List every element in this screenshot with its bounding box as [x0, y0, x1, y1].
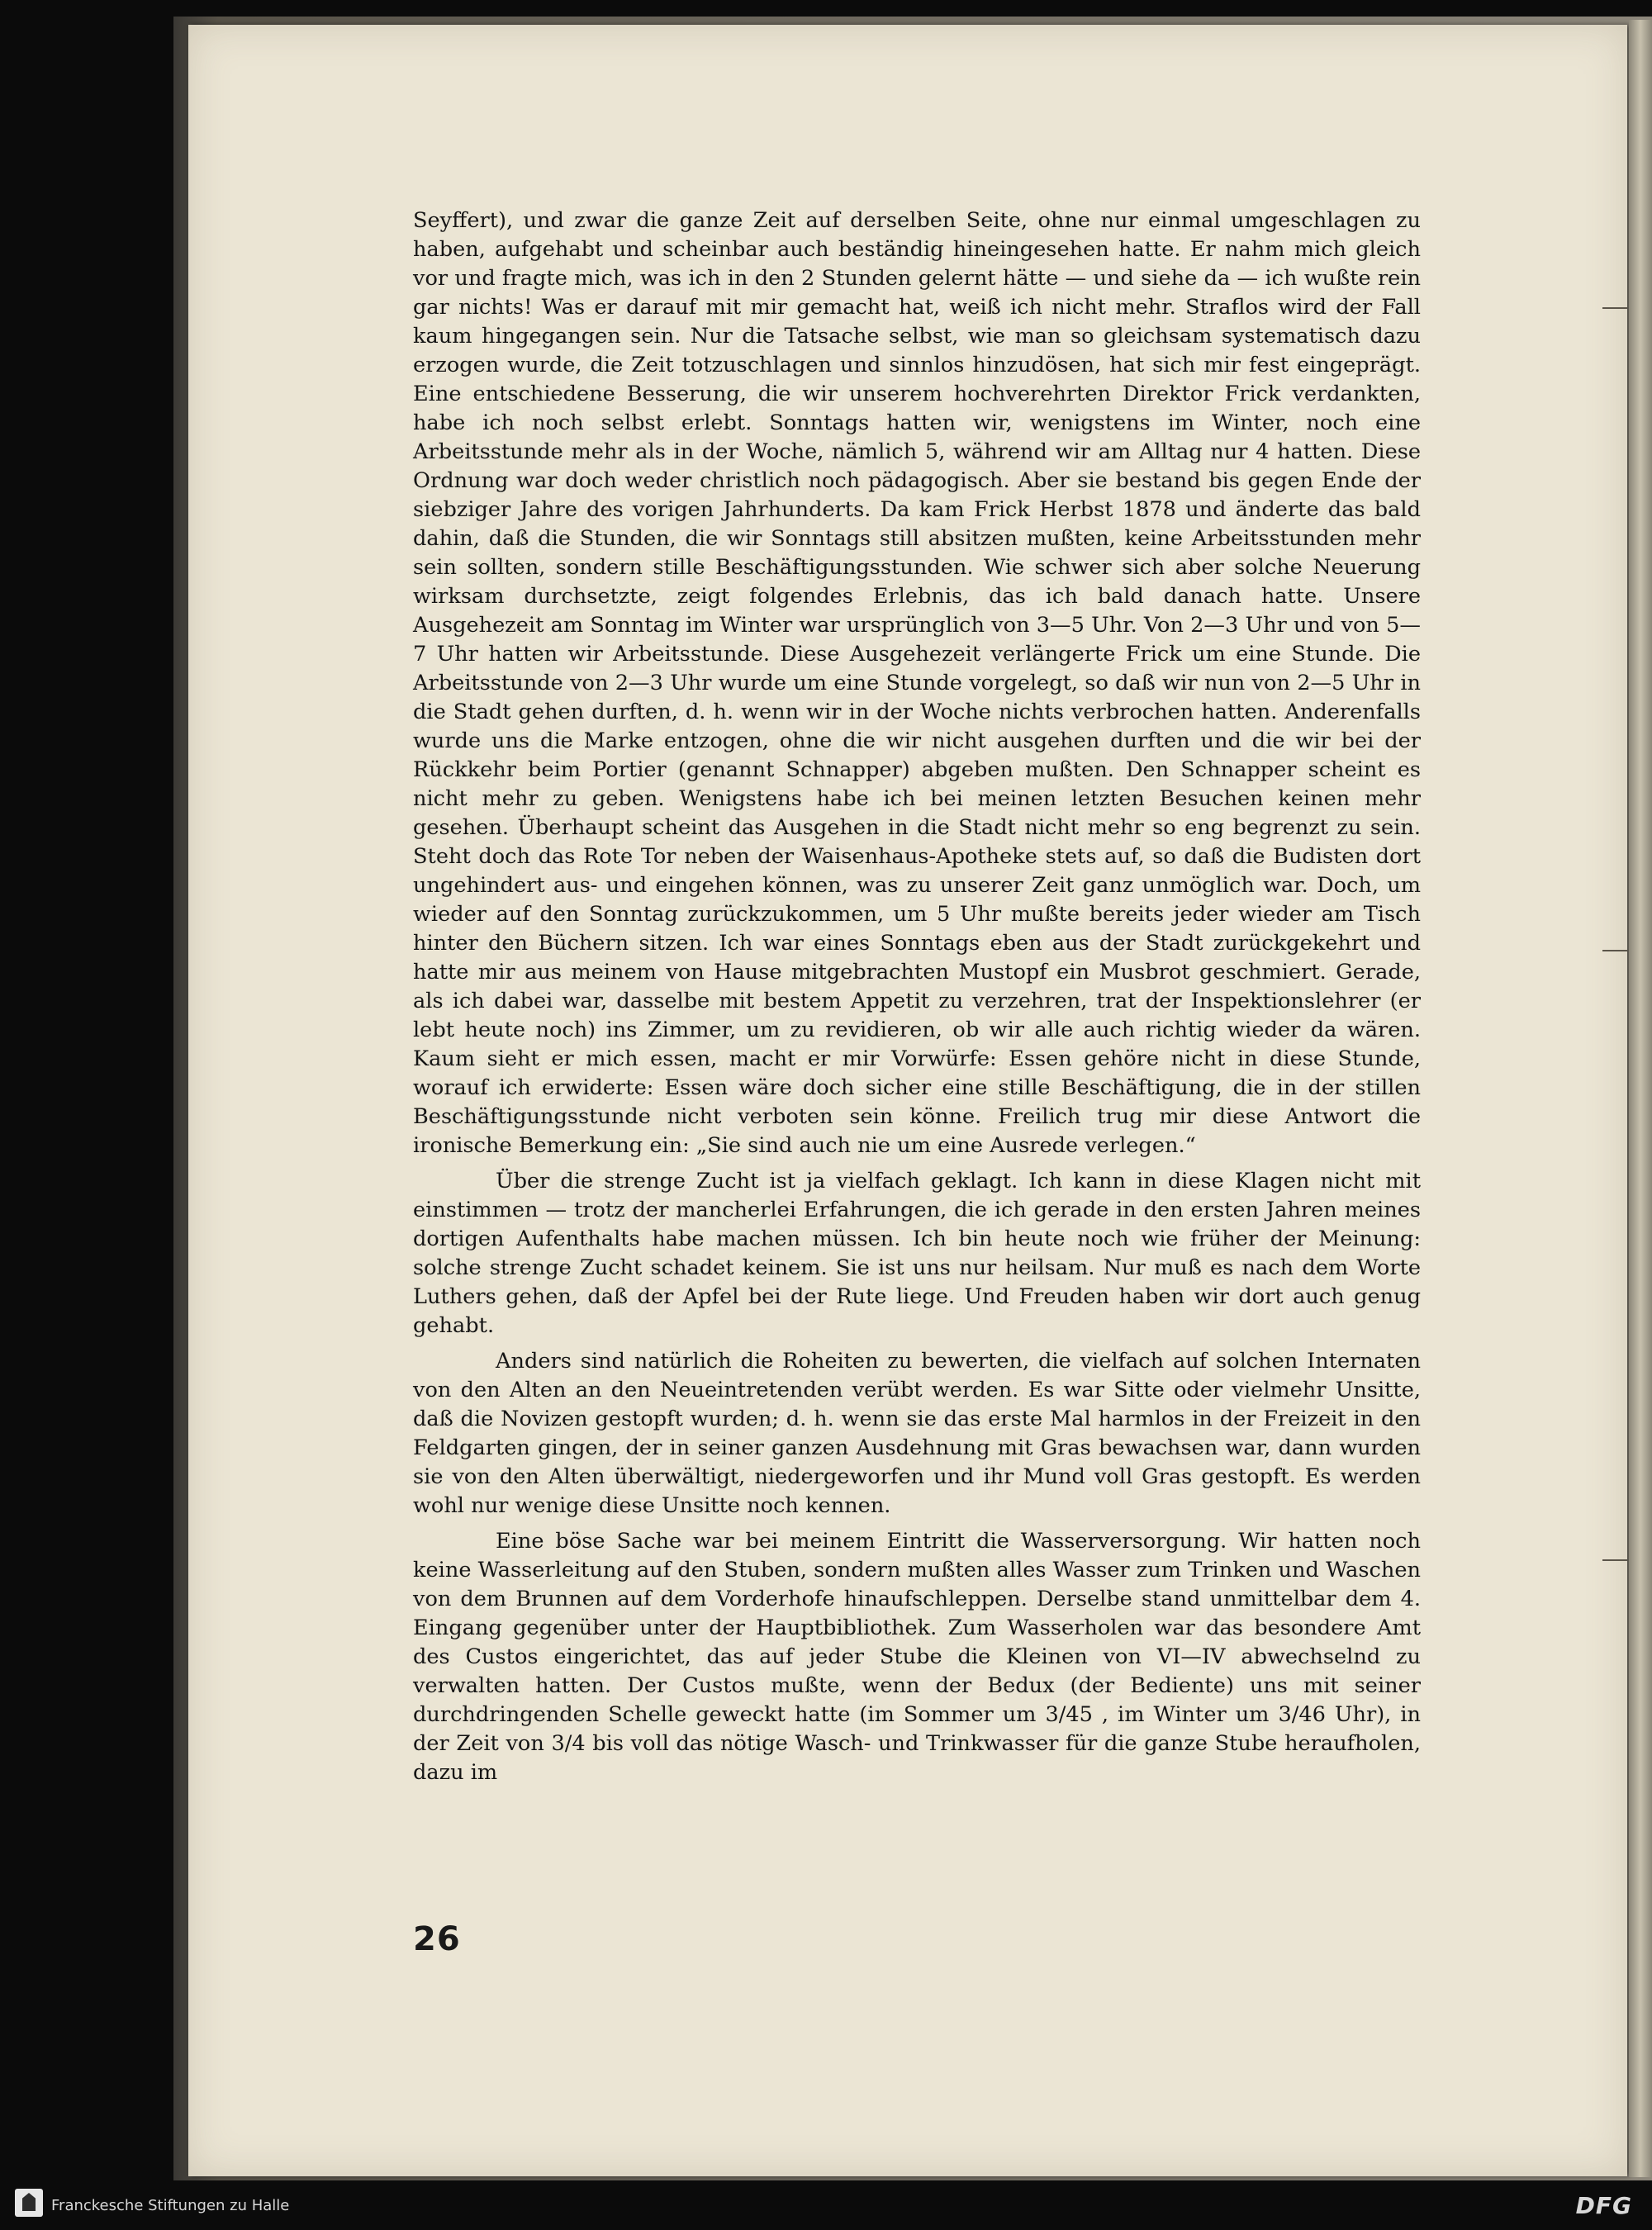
page-number: 26 — [413, 1920, 461, 1958]
paragraph: Eine böse Sache war bei meinem Eintritt die Wasserversorgung. Wir hatten noch keine Wasserleitung auf den Stuben, sondern mußten alles Wasser zum Trinken und Waschen von dem Brunnen auf dem Vorderhofe hinaufschleppen. Derselbe stand unmittelbar dem 4. Eingang gegenüber unter der Hauptbibliothek. Zum Wasserholen war das besondere Amt des Custos eingerichtet, das auf jeder Stube die Kleinen von VI—IV abwechselnd zu verwalten hatten. Der Custos mußte, wenn der Bedux (der Bediente) uns mit seiner durchdringenden Schelle geweckt hatte (im Sommer um 3/45 , im Winter um 3/46 Uhr), in der Zeit von 3/4 bis voll das nötige Wasch- und Trinkwasser für die ganze Stube heraufholen, dazu im — [413, 1529, 1421, 1785]
dfg-logo: DFG — [1575, 2192, 1632, 2219]
margin-mark — [1602, 1559, 1627, 1561]
institution-label: Franckesche Stiftungen zu Halle — [51, 2197, 290, 2214]
margin-mark — [1602, 950, 1627, 951]
margin-mark — [1602, 307, 1627, 309]
adjacent-page-edge — [1629, 20, 1652, 2177]
paragraph: Seyffert), und zwar die ganze Zeit auf derselben Seite, ohne nur einmal umgeschlagen zu haben, aufgehabt und scheinbar auch beständig hineingesehen hatte. Er nahm mich gleich vor und fragte mich, was ich in den 2 Stunden gelernt hätte — und siehe da — ich wußte rein gar nichts! Was er darauf mit mir gemacht hat, weiß ich nicht mehr. Straflos wird der Fall kaum hingegangen sein. Nur die Tatsache selbst, wie man so gleichsam systematisch dazu erzogen wurde, die Zeit totzuschlagen und sinnlos hinzudösen, hat sich mir fest eingeprägt. Eine entschiedene Besserung, die wir unserem hochverehrten Direktor Frick verdankten, habe ich noch selbst erlebt. Sonntags hatten wir, wenigstens im Winter, noch eine Arbeitsstunde mehr als in der Woche, nämlich 5, während wir am Alltag nur 4 hatten. Diese Ordnung war doch weder christlich noch pädagogisch. Aber sie bestand bis gegen Ende der siebziger Jahre des vorigen Jahrhunderts. Da kam Frick Herbst 1878 und änderte das bald dahin, daß die Stunden, die wir Sonntags still absitzen mußten, keine Arbeitsstunden mehr sein sollten, sondern stille Beschäftigungsstunden. Wie schwer sich aber solche Neuerung wirksam durchsetzte, zeigt folgendes Erlebnis, das ich bald danach hatte. Unsere Ausgehezeit am Sonntag im Winter war ursprünglich von 3—5 Uhr. Von 2—3 Uhr und von 5—7 Uhr hatten wir Arbeitsstunde. Diese Ausgehezeit verlängerte Frick um eine Stunde. Die Arbeitsstunde von 2—3 Uhr wurde um eine Stunde vorgelegt, so daß wir nun von 2—5 Uhr in die Stadt gehen durften, d. h. wenn wir in der Woche nichts verbrochen hatten. Anderenfalls wurde uns die Marke entzogen, ohne die wir nicht ausgehen durften und die wir bei der Rückkehr beim Portier (genannt Schnapper) abgeben mußten. Den Schnapper scheint es nicht mehr zu geben. Wenigstens habe ich bei meinen letzten Besuchen keinen mehr gesehen. Überhaupt scheint das Ausgehen in die Stadt nicht mehr so eng begrenzt zu sein. Steht doch das Rote Tor neben der Waisenhaus-Apotheke stets auf, so daß die Budisten dort ungehindert aus- und eingehen können, was zu unserer Zeit ganz unmöglich war. Doch, um wieder auf den Sonntag zurückzukommen, um 5 Uhr mußte bereits jeder wieder am Tisch hinter den Büchern sitzen. Ich war eines Sonntags eben aus der Stadt zurückgekehrt und hatte mir aus meinem von Hause mitgebrachten Mustopf ein Musbrot geschmiert. Gerade, als ich dabei war, dasselbe mit bestem Appetit zu verzehren, trat der Inspektionslehrer (er lebt heute noch) ins Zimmer, um zu revidieren, ob wir alle auch richtig wieder da wären. Kaum sieht er mich essen, macht er mir Vorwürfe: Essen gehöre nicht in diese Stunde, worauf ich erwiderte: Essen wäre doch sicher eine stille Beschäftigung, die in der stillen Beschäftigungsstunde nicht verboten sein könne. Freilich trug mir diese Antwort die ironische Bemerkung ein: „Sie sind auch nie um eine Ausrede verlegen.“ — [413, 208, 1421, 1158]
paragraph: Über die strenge Zucht ist ja vielfach geklagt. Ich kann in diese Klagen nicht mit einstimmen — trotz der mancherlei Erfahrungen, die ich gerade in den ersten Jahren meines dortigen Aufenthalts habe machen müssen. Ich bin heute noch wie früher der Meinung: solche strenge Zucht schadet keinem. Sie ist uns nur heilsam. Nur muß es nach dem Worte Luthers gehen, daß der Apfel bei der Rute liege. Und Freuden haben wir dort auch genug gehabt. — [413, 1169, 1421, 1338]
body-text — [413, 206, 1421, 1787]
institution-logo-icon — [15, 2189, 43, 2217]
paragraph: Anders sind natürlich die Roheiten zu bewerten, die vielfach auf solchen Internaten von den Alten an den Neueintretenden verübt werden. Es war Sitte oder vielmehr Unsitte, daß die Novizen gestopft wurden; d. h. wenn sie das erste Mal harmlos in der Freizeit in den Feldgarten gingen, der in seiner ganzen Ausdehnung mit Gras bewachsen war, dann wurden sie von den Alten überwältigt, niedergeworfen und ihr Mund voll Gras gestopft. Es werden wohl nur wenige diese Unsitte noch kennen. — [413, 1349, 1421, 1518]
